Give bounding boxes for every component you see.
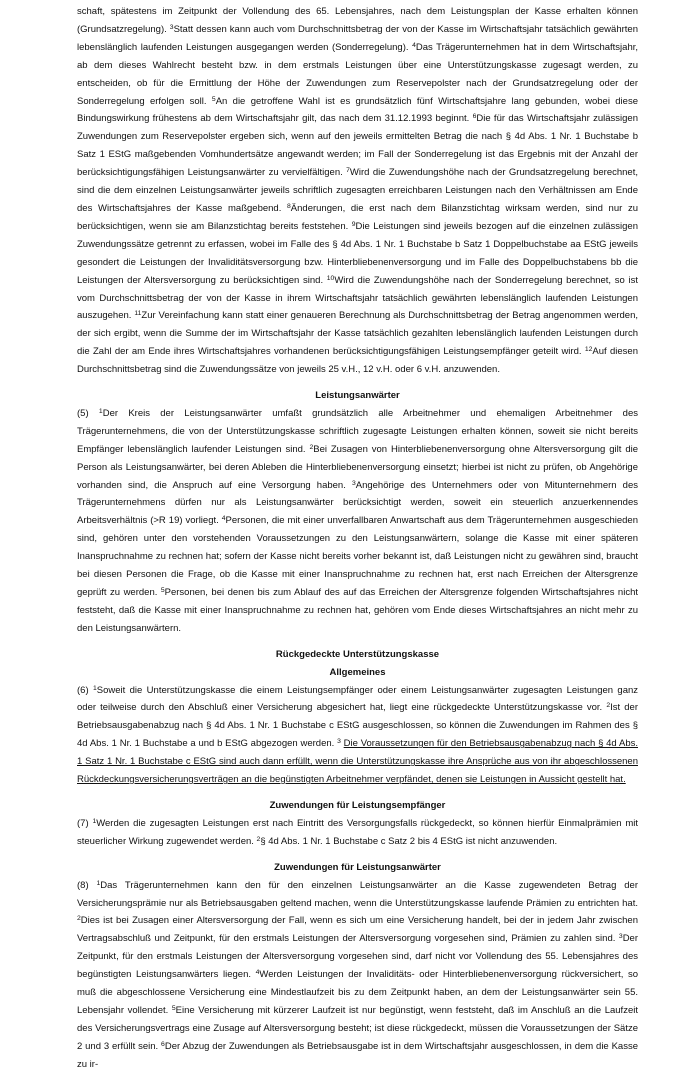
text-run: Wird die Zuwendungshöhe nach der Sonderregelung berechnet, so ist vom Durchschnittsbetrag der von der Kasse in ihrem Wirtschaftsjahr tatsächlich gewährten lebenslänglich laufenden Leistungen auszugehen. xyxy=(77,274,638,322)
sentence-number: 3 xyxy=(337,738,341,746)
text-run: Personen, die mit einer unverfallbaren Anwartschaft aus dem Trägerunternehmen ausgeschieden sind, gehören unter den vorstehenden Voraussetzungen zu den Leistungsanwärtern, solange die Kasse mit einer späteren Inanspruchnahme zu rechnen hat; sofern der Kasse nicht bereits vorher bekannt ist, daß Leistungen nicht zu gewähren sind, braucht bei diesen Personen die Frage, ob die Kasse mit einer Inanspruchnahme zu rechnen hat, erst nach Erreichen der Altersgrenze geprüft zu werden. xyxy=(77,515,638,598)
text-run: Der Zeitpunkt, für den erstmals Leistungen der Altersversorgung vorgesehen sind, darf nicht vor Vollendung des 55. Lebensjahres des begünstigten Leistungsanwärters liegen. xyxy=(77,933,638,981)
underlined-text: Die Voraussetzungen für den Betriebsausgabenabzug nach § 4d Abs. 1 Satz 1 Nr. 1 Buchstabe c EStG sind auch dann erfüllt, wenn die Unterstützungskasse ihre Ansprüche aus von ihr abgeschlossenen Rückdeckungsversicherungsverträgen an die begünstigten Arbeitnehmer verpfändet, denen sie Leistungen in Aussicht gestellt hat. xyxy=(77,738,638,786)
text-run: An die getroffene Wahl ist es grundsätzlich fünf Wirtschaftsjahre lang gebunden, wobei diese Bindungswirkung frühestens ab dem Wirtschaftsjahr gilt, das nach dem 31.12.1993 beginnt. xyxy=(77,95,638,125)
text-run: § 4d Abs. 1 Nr. 1 Buchstabe c Satz 2 bis 4 EStG ist nicht anzuwenden. xyxy=(260,835,558,847)
text-run: Statt dessen kann auch vom Durchschnittsbetrag der von der Kasse im Wirtschaftsjahr tatsächlich gewährten lebenslänglich laufenden Leistungen ausgegangen werden (Sonderregelung). xyxy=(77,23,638,53)
text-run: Die für das Wirtschaftsjahr zulässigen Zuwendungen zum Reservepolster ergeben sich, wenn auf den jeweils ermittelten Betrag die nach § 4d Abs. 1 Nr. 1 Buchstabe b Satz 1 EStG maßgebenden Vomhundertsätze angewandt werden; im Fall der Sonderregelung ist das Ergebnis mit der Anzahl der berücksichtigungsfähigen Leistungsanwärter zu vervielfältigen. xyxy=(77,113,638,179)
heading-zuwendungen-leistungsanwaerter: Zuwendungen für Leistungsanwärter xyxy=(274,861,441,873)
text-run: Auf diesen Durchschnittsbetrag sind die Zuwendungssätze von jeweils 25 v.H., 12 v.H. oder 6 v.H. anzuwenden. xyxy=(77,346,638,376)
sentence-number: 7 xyxy=(346,167,350,175)
sentence-number: 1 xyxy=(96,879,101,887)
paragraph-intro xyxy=(77,3,638,379)
text-run: Dies ist bei Zusagen einer Altersversorgung der Fall, wenn es sich um eine Versicherung handelt, bei der in jedem Jahr zwischen Vertragsabschluß und Zeitpunkt, für den erstmals Leistungen der Altersversorgung vorgesehen sind, Prämien zu zahlen sind. xyxy=(77,915,638,945)
heading-leistungsanwaerter: Leistungsanwärter xyxy=(315,390,400,402)
text-run: (5) xyxy=(77,407,99,419)
text-run: Werden die zugesagten Leistungen erst nach Eintritt des Versorgungsfalls rückgedeckt, so können hierfür Einmalprämien mit steuerlicher Wirkung zugewendet werden. xyxy=(77,817,638,847)
sentence-number: 5 xyxy=(160,587,165,594)
sentence-number: 6 xyxy=(161,1040,165,1048)
sentence-number: 4 xyxy=(221,515,226,523)
sentence-number: 5 xyxy=(171,1004,176,1012)
spacer xyxy=(77,379,638,387)
heading-zuwendungen-leistungsempfaenger: Zuwendungen für Leistungsempfänger xyxy=(269,799,446,811)
text-run: Das Trägerunternehmen hat in dem Wirtschaftsjahr, ab dem dieses Wahlrecht besteht bzw. in dem erstmals Leistungen über eine Unterstützungskasse zugesagt werden, zu entscheiden, ob für die Ermittlung der Höhe der Zuwendungen zum Reservepolster nach der Grundsatzregelung oder der Sonderregelung erfolgen soll. xyxy=(77,41,639,107)
text-run: Werden Leistungen der Invaliditäts- oder Hinterbliebenenversorgung rückversichert, so muß die abgeschlossene Versicherung eine Mindestlaufzeit bis zu dem Zeitpunkt haben, an dem der Leistungsanwärter sein 55. Lebensjahr vollendet. xyxy=(77,969,638,1016)
text-run: Der Kreis der Leistungsanwärter umfaßt grundsätzlich alle Arbeitnehmer und ehemaligen Arbeitnehmer des Trägerunternehmens, die von der Unterstützungskasse schriftlich zugesagte Leistungen erhalten können, soweit sie nicht bereits Empfänger lebenslänglich laufender Leistungen sind. xyxy=(77,407,638,455)
sentence-number: 2 xyxy=(77,915,81,923)
text-run: Der Abzug der Zuwendungen als Betriebsausgabe ist in dem Wirtschaftsjahr ausgeschlossen, in dem die Kasse zu ir- xyxy=(77,1040,638,1070)
spacer xyxy=(77,789,638,797)
text-run: Personen, bei denen bis zum Ablauf des auf das Erreichen der Altersgrenze folgenden Wirtschaftsjahres nicht feststeht, daß die Kasse mit einer Inanspruchnahme zu rechnen hat, gehören vom Ende dieses Wirtschaftsjahres an nicht mehr zu den Leistungsanwärtern. xyxy=(77,587,638,634)
sentence-number: 3 xyxy=(351,479,356,487)
sentence-number: 12 xyxy=(584,346,593,354)
text-run: (8) xyxy=(77,879,97,891)
sentence-number: 1 xyxy=(92,817,97,825)
sentence-number: 2 xyxy=(606,702,611,710)
sentence-number: 8 xyxy=(287,202,291,210)
text-run: (7) xyxy=(77,817,93,829)
sentence-number: 5 xyxy=(211,95,216,103)
paragraph-8 xyxy=(77,877,638,1074)
sentence-number: 2 xyxy=(256,835,261,843)
paragraph-7 xyxy=(77,815,638,851)
text-run: Angehörige des Unternehmers oder von Mitunternehmern des Trägerunternehmens dürfen nur als Leistungsanwärter berücksichtigt werden, soweit ein steuerlich anzuerkennendes Arbeitsverhältnis (>R 19) vorliegt. xyxy=(77,479,638,527)
text-run: Das Trägerunternehmen kann den für den einzelnen Leistungsanwärter an die Kasse zugewendeten Betrag der Versicherungsprämie nur als Betriebsausgaben geltend machen, wenn die Unterstützungskasse laufende Prämien zu entrichten hat. xyxy=(77,879,638,909)
text-run: Eine Versicherung mit kürzerer Laufzeit ist nur begünstigt, wenn feststeht, daß im Anschluß an die Laufzeit des Versicherungsvertrags eine Zusage auf Altersversorgung besteht; ist diese rückgedeckt, müssen die Voraussetzungen der Sätze 2 und 3 erfüllt sein. xyxy=(77,1004,638,1052)
text-run: Wird die Zuwendungshöhe nach der Grundsatzregelung berechnet, sind die dem einzelnen Leistungsanwärter jeweils schriftlich zugesagten erreichbaren Leistungen nach den Verhältnissen am Ende des Wirtschaftsjahres der Kasse maßgebend. xyxy=(77,167,638,214)
spacer xyxy=(77,851,638,859)
text-run: (6) xyxy=(77,684,93,696)
text-run: Soweit die Unterstützungskasse die einem Leistungsempfänger oder einem Leistungsanwärter zugesagten Leistungen ganz oder teilweise durch den Abschluß einer Versicherung abgesichert hat, liegt eine rückgedeckte Unterstützungskasse vor. xyxy=(77,684,639,714)
sentence-number: 3 xyxy=(618,933,623,941)
sentence-number: 6 xyxy=(472,113,477,121)
text-run: schaft, spätestens im Zeitpunkt der Vollendung des 65. Lebensjahres, nach dem Leistungsplan der Kasse erhalten können (Grundsatzregelung). xyxy=(77,6,638,35)
sentence-number: 11 xyxy=(134,310,142,318)
paragraph-5 xyxy=(77,405,638,638)
text-run: Zur Vereinfachung kann statt einer genaueren Berechnung als Durchschnittsbetrag der Betrag angenommen werden, der sich ergibt, wenn die Summe der im Wirtschaftsjahr der Kasse tatsächlich gezahlten lebenslänglich laufenden Leistungen durch die Zahl der am Ende ihres Wirtschaftsjahres vorhandenen berücksichtigungsfähigen Leistungsempfänger geteilt wird. xyxy=(77,310,638,358)
heading-rueckgedeckte-unterstuetzungskasse: Rückgedeckte Unterstützungskasse xyxy=(275,648,440,660)
sentence-number: 4 xyxy=(255,969,260,977)
text-run: Bei Zusagen von Hinterbliebenenversorgung ohne Altersversorgung gilt die Person als Leistungsanwärter, bei deren Ableben die Hinterbliebenenversorgung einsetzt; hierbei ist nicht zu prüfen, ob Angehörige vorhanden sind, die Anspruch auf eine Versorgung haben. xyxy=(77,443,639,491)
text-run: Ist der Betriebsausgabenabzug nach § 4d Abs. 1 Nr. 1 Buchstabe c EStG ausgeschlossen, so können die Zuwendungen im Rahmen des § 4d Abs. 1 Nr. 1 Buchstabe a und b EStG abgezogen werden. xyxy=(77,702,638,750)
paragraph-6 xyxy=(77,682,638,789)
text-run: Änderungen, die erst nach dem Bilanzstichtag wirksam werden, sind nur zu berücksichtigen, wenn sie am Bilanzstichtag bereits feststehen. xyxy=(77,202,638,232)
sentence-number: 9 xyxy=(351,220,356,228)
sentence-number: 1 xyxy=(98,407,103,415)
spacer xyxy=(77,638,638,646)
sentence-number: 3 xyxy=(169,23,174,31)
sentence-number: 1 xyxy=(92,684,97,692)
sentence-number: 4 xyxy=(412,41,416,49)
sentence-number: 10 xyxy=(326,274,335,282)
text-run: Die Leistungen sind jeweils bezogen auf die einzelnen zulässigen Zuwendungssätze getrennt zu erfassen, wobei im Falle des § 4d Abs. 1 Nr. 1 Buchstabe b Satz 1 Doppelbuchstabe aa EStG jeweils gesondert die Leistungen der Invaliditätsversorgung bzw. Hinterbliebenenversorgung und im Falle des Doppelbuchstabens bb die Leistungen der Altersversorgung zu berücksichtigen sind. xyxy=(77,220,639,286)
sentence-number: 2 xyxy=(309,443,314,451)
subheading-allgemeines: Allgemeines xyxy=(329,666,386,678)
